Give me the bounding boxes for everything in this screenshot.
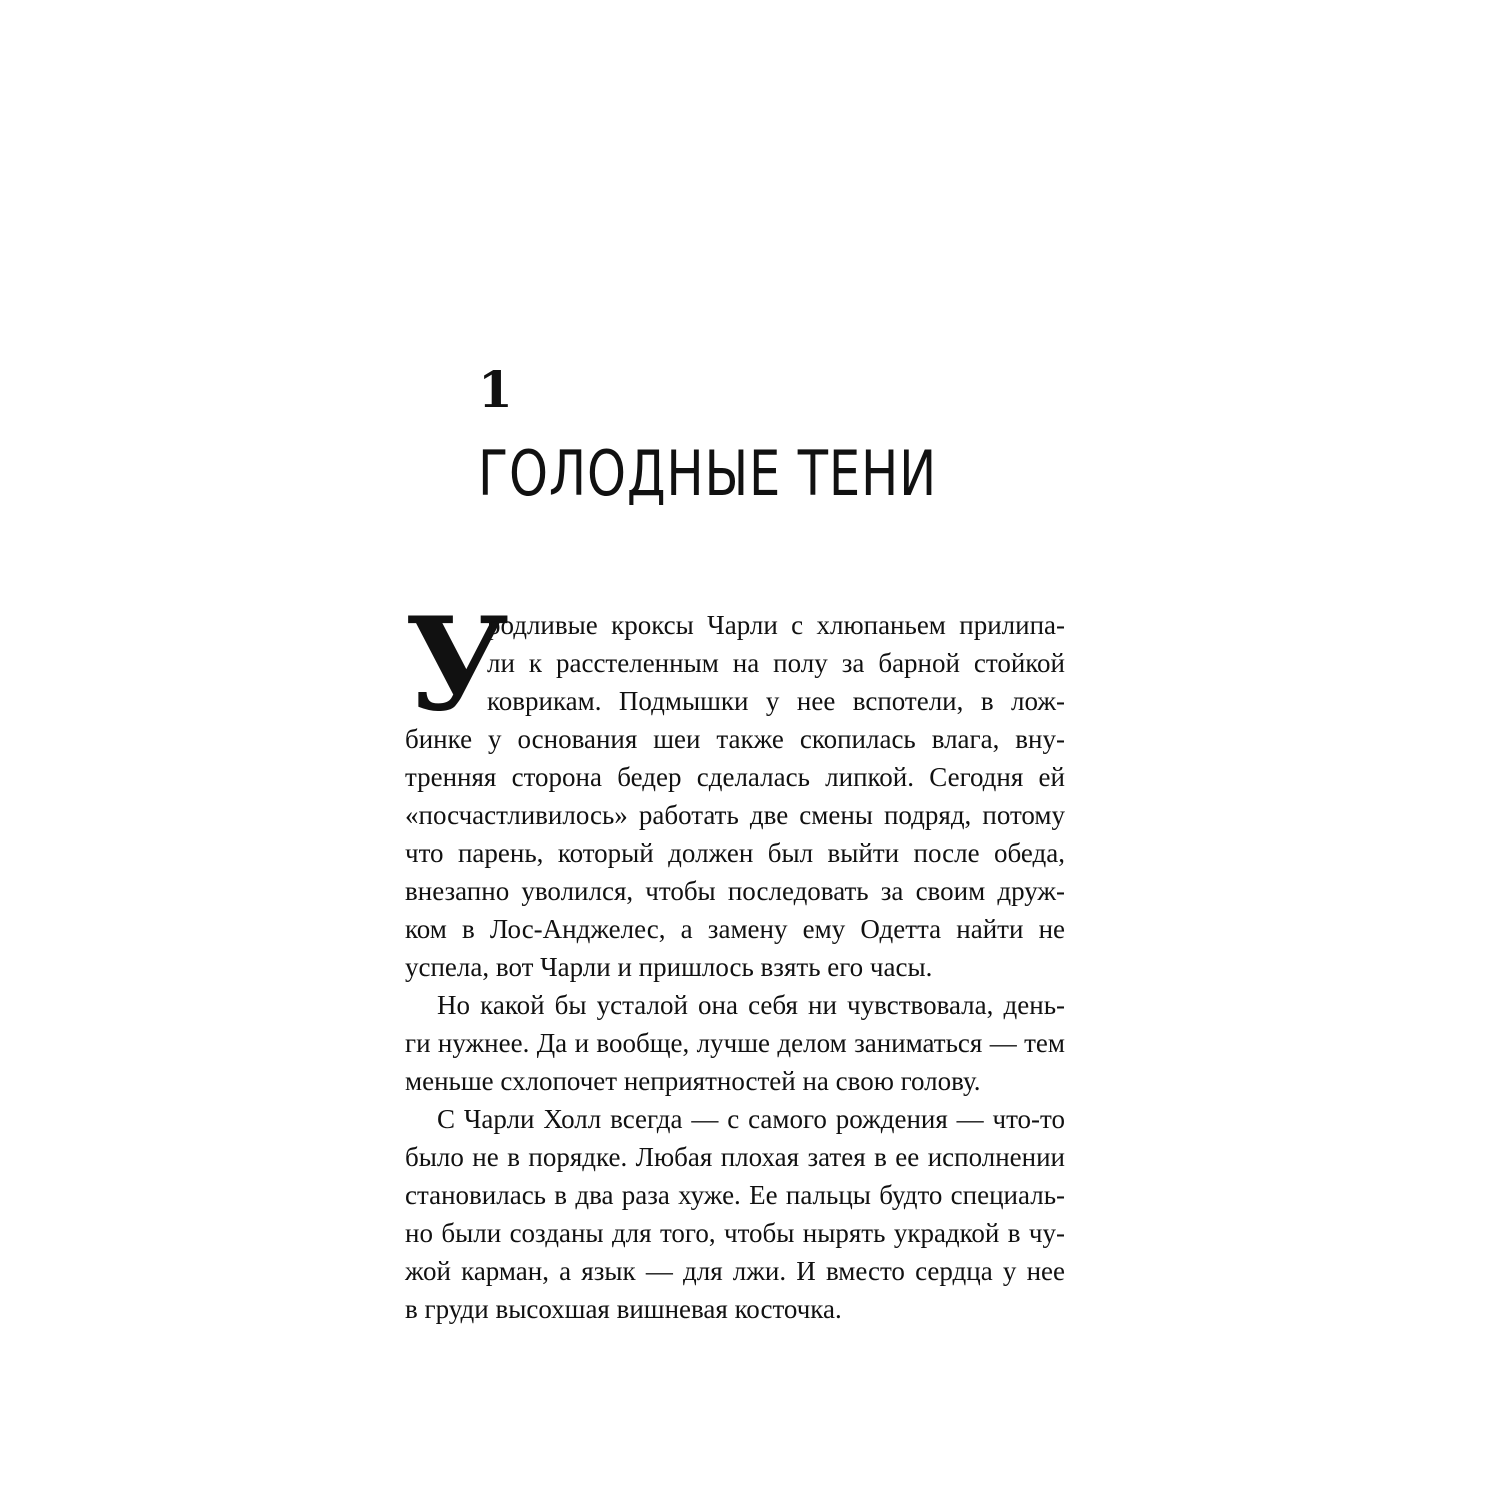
paragraph-line: родливые кроксы Чарли с хлюпаньем прилипа- [487, 610, 1065, 640]
drop-cap: У [405, 590, 509, 740]
paragraph-line: успела, вот Чарли и пришлось взять его часы. [405, 952, 933, 982]
paragraph-line: внезапно уволился, чтобы последовать за своим друж- [405, 876, 1065, 906]
paragraph-line: бинке у основания шеи также скопилась влага, вну- [405, 724, 1065, 754]
paragraph-line: становилась в два раза хуже. Ее пальцы будто специаль- [405, 1180, 1065, 1210]
paragraph-line: ли к расстеленным на полу за барной стойкой [487, 648, 1065, 678]
paragraph-line: что парень, который должен был выйти после обеда, [405, 838, 1065, 868]
paragraph-line: но были созданы для того, чтобы нырять украдкой в чу- [405, 1218, 1065, 1248]
paragraph-line: коврикам. Подмышки у нее вспотели, в лож- [487, 686, 1065, 716]
paragraph-line: в груди высохшая вишневая косточка. [405, 1294, 842, 1324]
paragraph-line: Но какой бы усталой она себя ни чувствовала, день- [437, 990, 1065, 1020]
paragraph-line: ги нужнее. Да и вообще, лучше делом заниматься — тем [405, 1028, 1065, 1058]
paragraph-line: было не в порядке. Любая плохая затея в ее исполнении [405, 1142, 1065, 1172]
chapter-title: ГОЛОДНЫЕ ТЕНИ [478, 437, 937, 510]
paragraph-line: С Чарли Холл всегда — с самого рождения — что-то [437, 1104, 1065, 1134]
paragraph-line: меньше схлопочет неприятностей на свою голову. [405, 1066, 981, 1096]
paragraph-line: «посчастливилось» работать две смены подряд, потому [405, 800, 1065, 830]
paragraph-line: ком в Лос-Анджелес, а замену ему Одетта найти не [405, 914, 1065, 944]
paragraph-line: тренняя сторона бедер сделалась липкой. Сегодня ей [405, 762, 1065, 792]
chapter-number: 1 [478, 360, 513, 419]
paragraph-line: жой карман, а язык — для лжи. И вместо сердца у нее [405, 1256, 1065, 1286]
